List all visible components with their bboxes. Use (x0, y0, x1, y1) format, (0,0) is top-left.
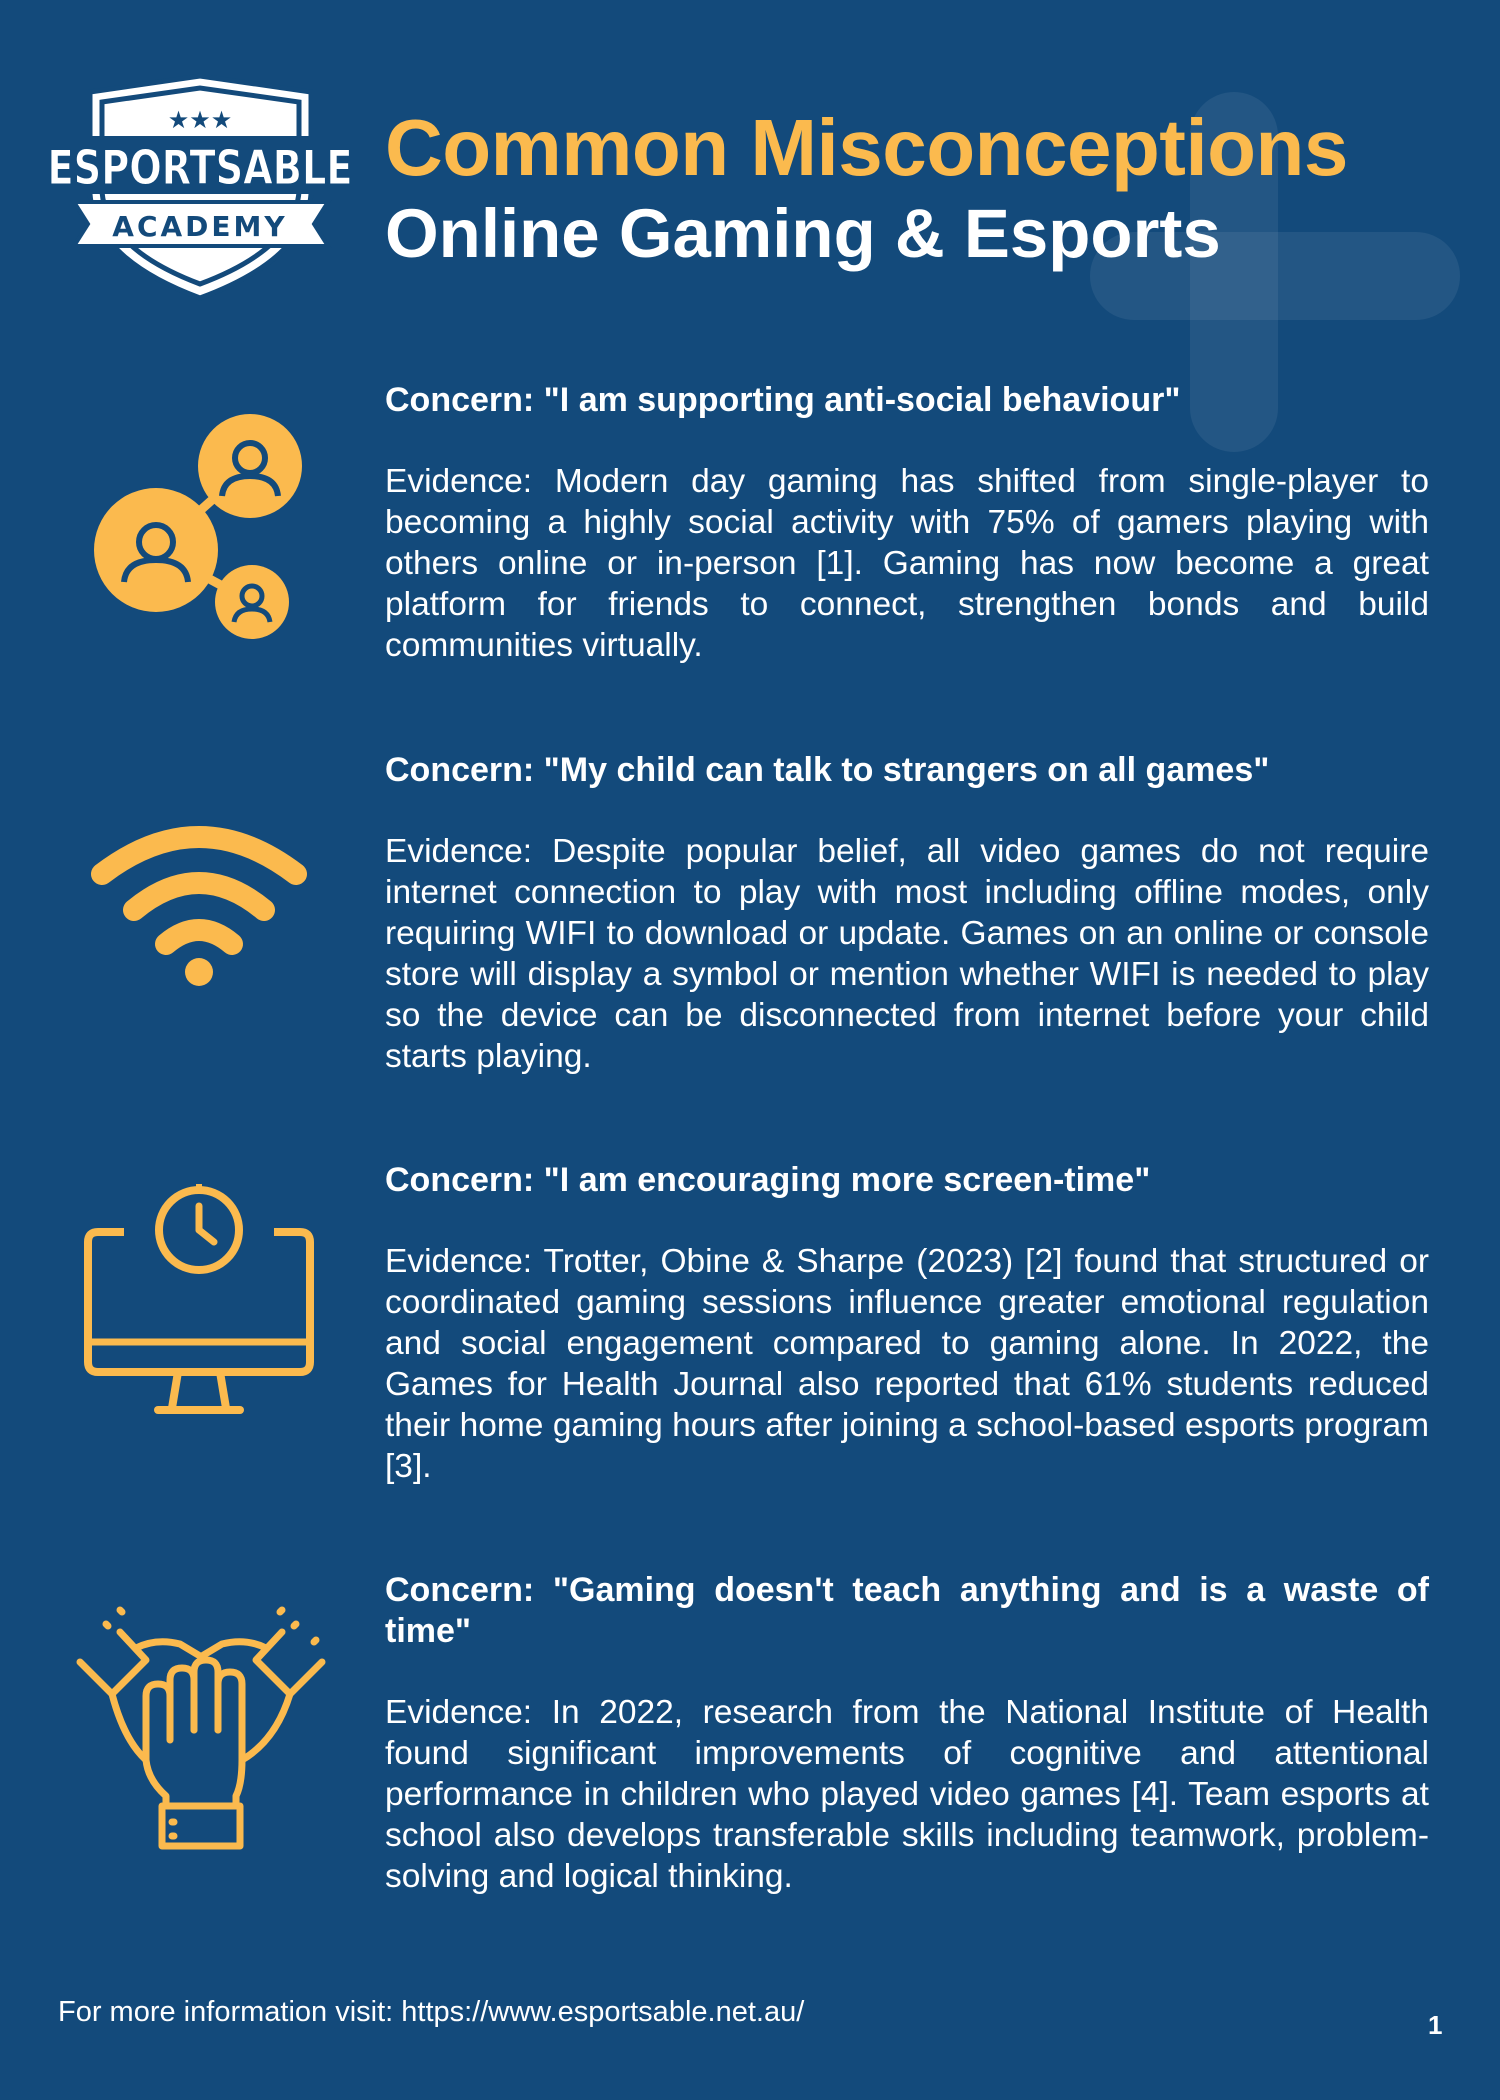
concern-heading: Concern: "I am encouraging more screen-time" (385, 1161, 1151, 1199)
concern-heading: Concern: "Gaming doesn't teach anything and is a waste of time" (385, 1571, 1429, 1650)
concern-section-2 (385, 750, 1429, 1077)
svg-text:★★★: ★★★ (167, 106, 233, 134)
more-info-link[interactable]: For more information visit: https://www.esportsable.net.au/ (58, 1996, 805, 2028)
social-network-icon (94, 410, 306, 640)
page-title: Common Misconceptions (385, 103, 1348, 192)
evidence-text: Evidence: Trotter, Obine & Sharpe (2023) [2] found that structured or coordinated gaming sessions influence greater emotional regulation and social engagement compared to gaming alone. In 2022, the Games for Health Journal also reported that 61% students reduced their home gaming hours after joining a school-based esports program [3]. (385, 1243, 1429, 1485)
wifi-icon (88, 822, 310, 990)
evidence-text: Evidence: Despite popular belief, all video games do not require internet connection to play with most including offline modes, only requiring WIFI to download or update. Games on an online or console store will display a symbol or mention whether WIFI is needed to play so the device can be disconnected from internet before your child starts playing. (385, 833, 1429, 1075)
concern-heading: Concern: "I am supporting anti-social behaviour" (385, 381, 1181, 419)
evidence-text: Evidence: Modern day gaming has shifted from single-player to becoming a highly social activity with 75% of gamers playing with others online or in-person [1]. Gaming has now become a great platform for friends to connect, strengthen bonds and build communities virtually. (385, 463, 1429, 664)
header (385, 100, 1348, 272)
monitor-clock-icon (82, 1182, 318, 1418)
concern-heading: Concern: "My child can talk to strangers on all games" (385, 751, 1270, 789)
evidence-text: Evidence: In 2022, research from the National Institute of Health found significant improvements of cognitive and attentional performance in children who played video games [4]. Team esports at school also develops transferable skills including teamwork, problem-solving and logical thinking. (385, 1694, 1429, 1895)
page-subtitle: Online Gaming & Esports (385, 195, 1221, 272)
svg-text:ACADEMY: ACADEMY (112, 210, 288, 243)
concern-section-1 (385, 380, 1429, 666)
page-number: 1 (1428, 2010, 1443, 2040)
concern-section-3 (385, 1160, 1429, 1487)
esportsable-academy-logo (38, 74, 363, 304)
concern-section-4 (385, 1570, 1429, 1897)
teamwork-hands-icon (76, 1600, 326, 1850)
svg-text:ESPORTSABLE: ESPORTSABLE (47, 141, 353, 196)
